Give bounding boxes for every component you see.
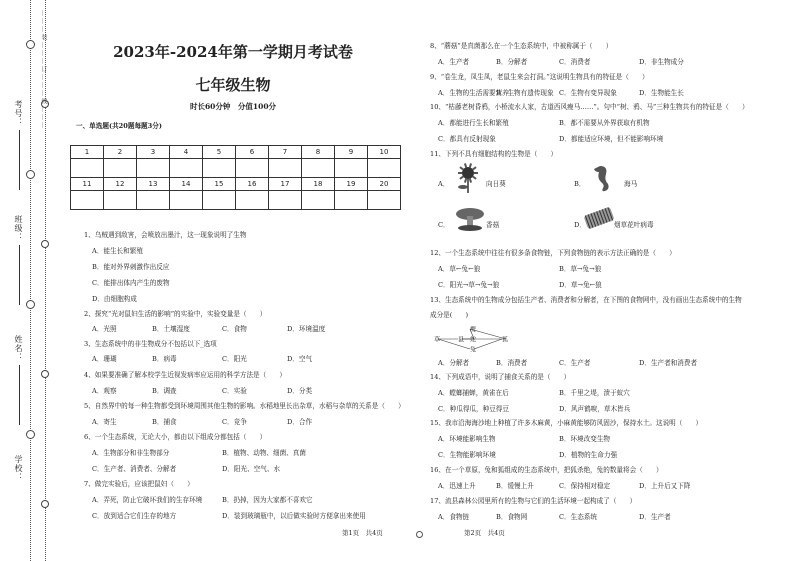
option: A．迅速上升 <box>438 482 476 490</box>
answer-number: 16 <box>236 178 269 191</box>
option: D．上升后又下降 <box>639 482 691 490</box>
option: C．实验 <box>222 387 247 395</box>
subject-title: 七年级生物 <box>195 76 271 94</box>
question-text: 8、“蘑菇”是真菌那么在一个生态系统中，中被称属于（ ） <box>430 42 613 50</box>
question-text: 14、下列成语中，说明了捕食关系的是（ ） <box>430 373 571 381</box>
answer-number: 6 <box>236 146 269 159</box>
answer-table <box>70 145 401 210</box>
option: B．分解者 <box>496 58 528 66</box>
option: B．缓慢上升 <box>496 482 534 490</box>
option: B．草→兔→狼 <box>559 265 602 273</box>
food-web-node: 蛇 <box>470 336 477 344</box>
answer-number: 1 <box>71 146 104 159</box>
food-web-diagram <box>430 324 520 356</box>
option: C．食物 <box>222 325 247 333</box>
binding-hole <box>26 430 35 439</box>
food-web-node: 狐 <box>502 336 509 344</box>
question-text: 1、乌贼遇到敌害，会喷放出墨汁，这一现象说明了生物 <box>84 231 247 239</box>
option: A． <box>438 180 450 188</box>
option: 香菇 <box>486 221 500 229</box>
option: B．植物、动物、细菌、真菌 <box>222 449 306 457</box>
question-text: 16、在一个草原，兔和狐组成的生态系统中，把狐杀绝，兔的数量将会（ ） <box>430 466 663 474</box>
answer-cell <box>269 159 302 178</box>
question-text: 9、“卷生龙，凤生凤，老鼠生来会打洞。”这说明生物具有的特征是（ ） <box>430 73 649 81</box>
answer-number: 2 <box>104 146 137 159</box>
answer-number: 7 <box>269 146 302 159</box>
option: A．观察 <box>92 387 117 395</box>
option: C．生物有变异现象 <box>559 89 617 97</box>
answer-number: 19 <box>335 178 368 191</box>
class-label: 班级： <box>14 215 23 242</box>
answer-number: 20 <box>368 178 401 191</box>
seahorse-picture <box>588 163 624 191</box>
answer-cell <box>368 159 401 178</box>
mushroom-picture <box>454 204 490 232</box>
question-text: 4、如果要准确了解本校学生近视发病率应运用的科学方法是（ ） <box>84 371 287 379</box>
seal-line-text: ………装………订………线……… <box>40 10 47 130</box>
answer-cell <box>203 159 236 178</box>
answer-cell <box>236 191 269 210</box>
option: A．珊瑚 <box>92 355 117 363</box>
answer-cell <box>302 191 335 210</box>
option: A．生物部分和非生物部分 <box>92 449 170 457</box>
option: 海马 <box>624 180 638 188</box>
exam-no-line <box>19 130 20 190</box>
option: A．光照 <box>92 325 117 333</box>
center-mark <box>416 531 423 538</box>
exam-meta: 时长60分钟 分值100分 <box>189 102 277 111</box>
option: B．捕食 <box>152 418 177 426</box>
option: C．生产者 <box>559 359 591 367</box>
question-text: 7、做完实验后，应该把鼠妇（ ） <box>84 480 194 488</box>
question-text: 5、自然界中的每一种生物都受到环境周围其他生物的影响。水稻地里长出杂草，水稻与杂草的关系是（ ） <box>84 402 405 410</box>
option: D．植物的生命力强 <box>559 451 618 459</box>
question-text: 15、我市沿海海沙地上种植了许多木麻黄，小麻黄能够防风固沙，保持水土。这说明（ ） <box>430 419 703 427</box>
food-web-node: 草 <box>434 336 441 344</box>
option: B．消费者 <box>496 359 528 367</box>
option: A．分解者 <box>438 359 470 367</box>
answer-cell <box>335 191 368 210</box>
option: C．生态系统 <box>559 513 598 521</box>
option: D．生物能生长 <box>639 89 684 97</box>
option: A．能生长和繁殖 <box>92 247 143 255</box>
option: A．环境能影响生物 <box>438 435 496 443</box>
option: A．螳螂捕蝉，黄雀在后 <box>438 389 509 397</box>
answer-number: 12 <box>104 178 137 191</box>
answer-number: 3 <box>137 146 170 159</box>
answer-cell <box>104 159 137 178</box>
question-text: 3、生态系统中的非生物成分不包括以下_选项 <box>84 340 217 348</box>
option: D．由细胞构成 <box>92 295 137 303</box>
option: C．生产者、消费者、分解者 <box>92 465 177 473</box>
binding-hole <box>26 40 35 49</box>
answer-cell <box>335 159 368 178</box>
option: 向日葵 <box>486 180 506 188</box>
option: B．病毒 <box>152 355 177 363</box>
answer-cell <box>104 191 137 210</box>
option: B．都不需要从外界获取有机物 <box>559 119 650 127</box>
option: B．调查 <box>152 387 177 395</box>
option: A．弄死，防止它破坏我们的生存环境 <box>92 496 203 504</box>
food-web-node: 兔 <box>470 346 477 354</box>
option: A．生产者 <box>438 58 470 66</box>
option: C．种瓜得瓜，种豆得豆 <box>438 405 509 413</box>
question-text: 13、生态系统中的生物成分包括生产者、消费者和分解者，在下图的食物网中，没有画出生态系统中的生物 <box>430 296 742 304</box>
option: B．食物网 <box>496 513 528 521</box>
answer-number: 14 <box>170 178 203 191</box>
option: C．竞争 <box>222 418 247 426</box>
option: D．非生物成分 <box>639 58 684 66</box>
binding-hole <box>26 300 35 309</box>
answer-number: 8 <box>302 146 335 159</box>
option: A．食物链 <box>438 513 470 521</box>
option: D．都能适应环境，但不能影响环境 <box>559 135 664 143</box>
option: B． <box>574 180 586 188</box>
name-label: 姓名： <box>14 335 23 362</box>
school-label: 学校： <box>14 455 23 482</box>
question-text: 17、流县森林公园里所有的生物与它们的生活环境一起构成了（ ） <box>430 497 637 505</box>
option: D．生产者和消费者 <box>639 359 698 367</box>
question-text: 成分是( ) <box>430 311 469 319</box>
seal-line-outer <box>30 0 31 561</box>
option: C． <box>438 221 450 229</box>
option: B．环境改变生物 <box>559 435 611 443</box>
option: D．空气 <box>287 355 313 363</box>
answer-cell <box>302 159 335 178</box>
food-web-node: 鹰 <box>470 326 477 334</box>
answer-number: 18 <box>302 178 335 191</box>
option: C．消费者 <box>559 58 591 66</box>
option: D．环境温度 <box>287 325 326 333</box>
option: C．都具有反射现象 <box>438 135 496 143</box>
answer-cell <box>71 159 104 178</box>
option: B．土壤湿度 <box>152 325 190 333</box>
option: B．生物有遗传现象 <box>496 89 554 97</box>
answer-cell <box>368 191 401 210</box>
option: D．生产者 <box>639 513 671 521</box>
question-text: 2、探究“光对鼠妇生活的影响”的实验中，实验变量是（ ） <box>84 310 267 318</box>
class-line <box>19 245 20 305</box>
answer-cell <box>236 159 269 178</box>
exam-no-label: 考号： <box>14 100 23 127</box>
sunflower-picture <box>454 163 490 191</box>
option: C．能排出体内产生的废物 <box>92 279 170 287</box>
answer-cell <box>170 191 203 210</box>
option: C．阳光 <box>222 355 247 363</box>
option: D．风声鹤唳，草木皆兵 <box>559 405 631 413</box>
answer-number: 13 <box>137 178 170 191</box>
food-web-arrow <box>474 339 502 349</box>
name-line <box>19 365 20 425</box>
option: B．千里之堤，溃于蚁穴 <box>559 389 630 397</box>
option: A．草←兔←狼 <box>438 265 481 273</box>
answer-number: 5 <box>203 146 236 159</box>
answer-number: 4 <box>170 146 203 159</box>
answer-number: 11 <box>71 178 104 191</box>
option: D．合作 <box>287 418 313 426</box>
tobacco-mosaic-virus-picture <box>582 204 618 232</box>
page-footer-left: 第1页 共4页 <box>342 529 383 537</box>
option: C．保持相对稳定 <box>559 482 611 490</box>
option: A．生物的生活需要营养 <box>438 89 509 97</box>
option: B．扔掉，因为大家都不喜欢它 <box>222 496 313 504</box>
answer-number: 17 <box>269 178 302 191</box>
answer-cell <box>71 191 104 210</box>
option: C．生物能影响环境 <box>438 451 496 459</box>
question-text: 10、“枯藤老树昏鸦，小桥流水人家，古道西风瘦马……”。句中“树、鸦、马”三种生物共有的特征是（ ） <box>430 103 749 111</box>
answer-cell <box>269 191 302 210</box>
section-heading: 一、单选题(共20题每题3分) <box>76 122 162 130</box>
binding-margin <box>0 0 50 561</box>
option: D．草→兔←狼 <box>559 281 602 289</box>
option: A．寄生 <box>92 418 117 426</box>
food-web-arrow <box>438 339 470 349</box>
option: D．分类 <box>287 387 313 395</box>
exam-title: 2023年-2024年第一学期月考试卷 <box>113 43 353 61</box>
question-text: 6、一个生态系统，无论大小，都由以下组成分都包括（ ） <box>84 433 267 441</box>
option: 烟草花叶病毒 <box>614 221 654 229</box>
answer-cell <box>203 191 236 210</box>
answer-cell <box>137 191 170 210</box>
answer-cell <box>137 159 170 178</box>
option: C．放到适合它们生存的地方 <box>92 512 177 520</box>
option: A．都能进行生长和繁殖 <box>438 119 509 127</box>
option: D．阳光、空气、水 <box>222 465 281 473</box>
question-text: 11、下列不具有细胞结构的生物是（ ） <box>430 150 558 158</box>
question-text: 12、一个生态系统中往往有很多条食物链，下列食物链的表示方法正确的是（ ） <box>430 249 676 257</box>
page-footer-right: 第2页 共4页 <box>464 529 505 537</box>
option: D． <box>574 221 586 229</box>
answer-number: 9 <box>335 146 368 159</box>
answer-number: 10 <box>368 146 401 159</box>
answer-cell <box>170 159 203 178</box>
option: B．能对外界刺激作出反应 <box>92 263 170 271</box>
option: D．装到玻璃瓶中，以后做实验时方便拿出来使用 <box>222 512 366 520</box>
option: C．阳光→草→兔→狼 <box>438 281 500 289</box>
food-web-node: 鼠 <box>458 336 465 344</box>
binding-hole <box>26 170 35 179</box>
answer-number: 15 <box>203 178 236 191</box>
